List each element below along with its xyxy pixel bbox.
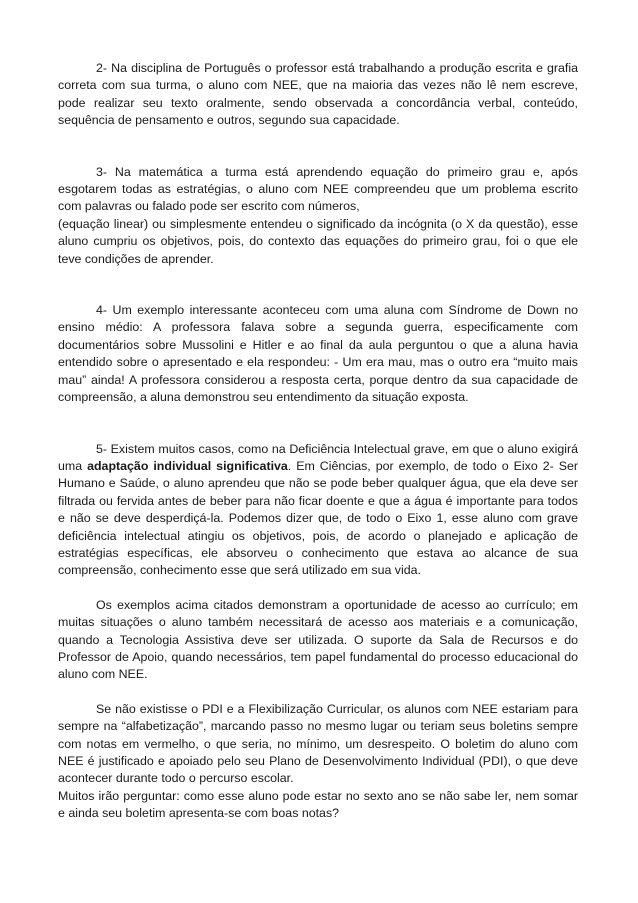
paragraph-matematica-line2: (equação linear) ou simplesmente entendeu o significado da incógnita (o X da questão), esse aluno cumpriu os objetivos, pois, do contexto das equações do primeiro grau, foi o que ele teve condições de aprender. xyxy=(58,216,578,266)
paragraph-matematica xyxy=(58,164,578,268)
paragraph-exemplos: Os exemplos acima citados demonstram a oportunidade de acesso ao currículo; em muitas situações o aluno também necessitará de acesso aos materiais e a comunicação, quando a Tecnologia Assistiva deve ser utilizada. O suporte da Sala de Recursos e do Professor de Apoio, quando necessários, tem papel fundamental do processo educacional do aluno com NEE. xyxy=(58,597,578,682)
paragraph-5-text-end: . Em Ciências, por exemplo, de todo o Eixo 2- Ser Humano e Saúde, o aluno aprendeu que não se pode beber qualquer água, que ela deve ser filtrada ou fervida antes de beber para não ficar doente e que a água é importante para todos e não se deve desperdiçá-la. Podemos dizer que, de todo o Eixo 1, esse aluno com grave deficiência intelectual atingiu os objetivos, pois, de acordo o planejado e aplicação de estratégias específicas, ele absorveu o conhecimento que estava ao alcance de sua compreensão, conhecimento esse que será utilizado em sua vida. xyxy=(58,458,578,578)
paragraph-portugues: 2- Na disciplina de Português o professor está trabalhando a produção escrita e grafia correta com sua turma, o aluno com NEE, que na maioria das vezes não lê nem escreve, pode realizar seu texto oralmente, sendo observada a concordância verbal, conteúdo, sequência de pensamento e outros, segundo sua capacidade. xyxy=(58,61,578,128)
paragraph-pergunta: Muitos irão perguntar: como esse aluno pode estar no sexto ano se não sabe ler, nem somar e ainda seu boletim apresenta-se com boas notas? xyxy=(58,788,578,821)
paragraph-pdi: Se não existisse o PDI e a Flexibilização Curricular, os alunos com NEE estariam para sempre na “alfabetização”, marcando passo no mesmo lugar ou teriam seus boletins sempre com notas em vermelho, o que seria, no mínimo, um desrespeito. O boletim do aluno com NEE é justificado e apoiado pelo seu Plano de Desenvolvimento Individual (PDI), o que deve acontecer durante todo o percurso escolar. xyxy=(58,701,578,786)
paragraph-matematica-line1: 3- Na matemática a turma está aprendendo equação do primeiro grau e, após esgotarem todas as estratégias, o aluno com NEE compreendeu que um problema escrito com palavras ou falado pode ser escrito com números, xyxy=(58,164,578,214)
paragraph-deficiencia-intelectual xyxy=(58,441,578,580)
paragraph-5-text-start: 5- Existem muitos casos, como na Deficiência Intelectual grave, em que o aluno exigirá uma xyxy=(58,441,578,473)
highlight-adaptacao: adaptação individual significativa xyxy=(87,458,288,473)
document-page xyxy=(58,60,578,823)
paragraph-sindrome-down: 4- Um exemplo interessante aconteceu com uma aluna com Síndrome de Down no ensino médio: A professora falava sobre a segunda guerra, especificamente com documentários sobre Mussolini e Hitler e ao final da aula perguntou o que a aluna havia entendido sobre o apresentado e ela respondeu: - Um era mau, mas o outro era “muito mais mau” ainda! A professora considerou a resposta certa, porque dentro da sua capacidade de compreensão, a aluna demonstrou seu entendimento da situação exposta. xyxy=(58,303,578,405)
